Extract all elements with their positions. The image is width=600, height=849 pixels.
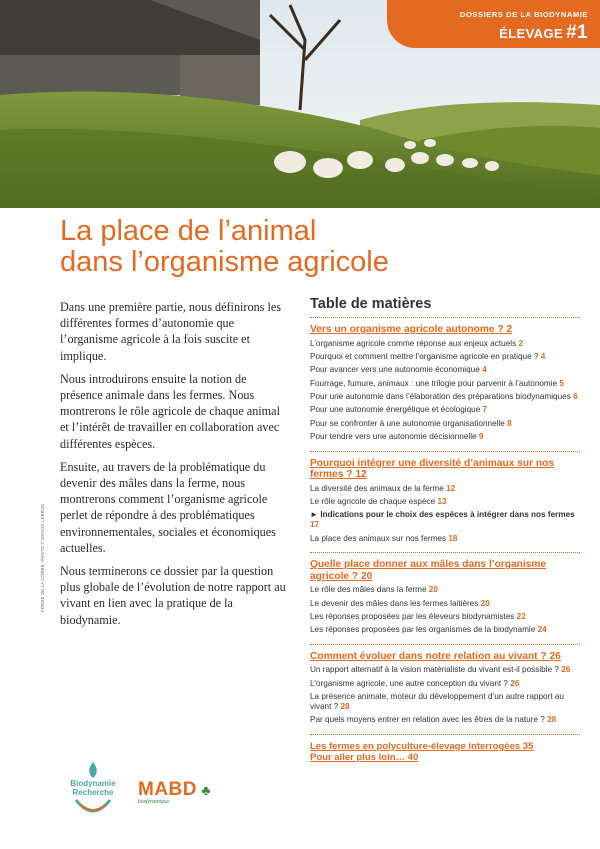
series-theme (387, 22, 588, 44)
toc-item-page: 7 (482, 405, 488, 415)
toc-footer-page: 35 (522, 740, 534, 752)
toc-section-title[interactable] (310, 651, 580, 663)
toc-item-page: 6 (573, 392, 578, 402)
toc-item[interactable] (310, 419, 580, 429)
toc-title: Table de matières (310, 296, 580, 318)
toc-item-page: 20 (428, 585, 438, 595)
toc-item-text: Pourquoi et comment mettre l’organisme agricole en pratique ? (310, 351, 539, 361)
series-theme-label: ÉLEVAGE (499, 26, 564, 41)
toc-section-title-text: Vers un organisme agricole autonome ? (310, 324, 504, 335)
logo-line-2: Recherche (72, 788, 114, 797)
mabd-letters: MABD (138, 779, 197, 800)
toc-item[interactable] (310, 599, 580, 609)
toc-item-text: Pour avancer vers une autonomie économique (310, 365, 480, 375)
toc-item-page: 4 (482, 365, 487, 375)
toc-item-text: Le devenir des mâles dans les fermes laitières (310, 598, 479, 608)
logo-line-1: Biodynamie (70, 779, 116, 788)
toc-item-text: La présence animale, moteur du développement d’un autre rapport au vivant ? (310, 692, 564, 712)
toc-item-text: La diversité des animaux de la ferme (310, 483, 444, 493)
toc-section-title[interactable] (310, 458, 580, 481)
toc-section-page: 2 (506, 324, 513, 335)
toc-item[interactable] (310, 679, 580, 689)
toc-item-text: Le rôle agricole de chaque espèce (310, 497, 436, 507)
toc-section-page: 20 (360, 570, 373, 582)
toc-item-text: Le rôle des mâles dans la ferme (310, 585, 427, 595)
series-label: DOSSIERS DE LA BIODYNAMIE (459, 10, 588, 19)
toc-section (310, 324, 580, 452)
intro-paragraph: Nous introduirons ensuite la notion de présence animale dans les fermes. Nous montrerons le rôle agricole de chaque animal et l’intérêt de travailler en collaboration avec différentes espèces. (60, 371, 280, 451)
toc-item[interactable] (310, 392, 580, 402)
toc-item[interactable] (310, 534, 580, 544)
toc-item-page: 9 (478, 432, 484, 442)
toc-item-page: 24 (537, 625, 547, 635)
toc-item-text: La place des animaux sur nos fermes (310, 533, 447, 543)
toc-footer-page: 40 (407, 752, 419, 764)
table-of-contents (310, 296, 580, 764)
toc-item-page: 2 (518, 338, 524, 348)
mabd-logo (138, 779, 211, 805)
toc-item-text: L’organisme agricole comme réponse aux enjeux actuels (310, 338, 517, 348)
toc-item-text: Les réponses proposées par les éleveurs biodynamistes (310, 611, 515, 621)
toc-item-text: Pour tendre vers une autonomie décisionnelle (310, 432, 477, 442)
toc-item-page: 5 (559, 378, 564, 388)
toc-footer-text: Pour aller plus loin… (310, 752, 406, 764)
toc-item-text: Pour se confronter à une autonomie organisationnelle (310, 418, 505, 428)
toc-item-page: 4 (540, 351, 546, 361)
leaf-icon: ♣ (197, 782, 212, 798)
series-number: #1 (566, 22, 588, 43)
toc-item-page: 18 (448, 533, 458, 543)
toc-item-text: Par quels moyens entrer en relation avec les êtres de la nature ? (310, 715, 545, 725)
toc-item[interactable] (310, 484, 580, 494)
toc-item-text: L’organisme agricole, une autre conception du vivant ? (310, 678, 508, 688)
toc-item[interactable] (310, 715, 580, 725)
toc-item[interactable] (310, 405, 580, 415)
toc-footer-link[interactable] (310, 741, 580, 753)
toc-item-page: 13 (437, 497, 447, 507)
toc-item[interactable] (310, 497, 580, 507)
toc-item-text: Fourrage, fumure, animaux : une trilogie pour parvenir à l’autonomie (310, 378, 558, 388)
toc-item-page: 26 (561, 665, 571, 675)
intro-paragraph: Dans une première partie, nous définirons les différentes formes d’autonomie que l’organisme agricole à la fois suscite et implique. (60, 300, 281, 363)
toc-section (310, 559, 580, 645)
toc-section-title[interactable] (310, 324, 580, 336)
photo-credit: FERME DE LA COMBE, PHOTO © MANON LEBRUN (40, 503, 45, 612)
toc-item-highlight[interactable] (310, 510, 580, 530)
toc-item[interactable] (310, 365, 580, 375)
toc-item-page: 28 (340, 702, 350, 712)
toc-item[interactable] (310, 352, 580, 362)
toc-section (310, 458, 580, 554)
toc-item-page: 26 (510, 678, 520, 688)
toc-section-page: 26 (549, 650, 561, 662)
toc-item[interactable] (310, 379, 580, 389)
toc-item-text: Un rapport alternatif à la vision matérialiste du vivant est-il possible ? (310, 665, 559, 675)
toc-section-title[interactable] (310, 559, 580, 582)
toc-item[interactable] (310, 625, 580, 635)
toc-item-page: 12 (446, 483, 456, 493)
toc-item[interactable] (310, 612, 580, 622)
biodynamie-recherche-logo (58, 754, 128, 824)
page-title-line-2: dans l’organisme agricole (60, 246, 389, 278)
toc-footer-text: Les fermes en polyculture-élevage interrogées (310, 740, 521, 752)
toc-item[interactable] (310, 665, 580, 675)
intro-paragraph: Ensuite, au travers de la problématique du devenir des mâles dans la ferme, nous montrerons comment l’organisme agricole perlet de répondre à des problématiques environnementales, sociales et économiques actuelles. (60, 459, 276, 555)
toc-item-text: ► Indications pour le choix des espèces à intégrer dans nos fermes (310, 510, 575, 520)
toc-item-text: Pour une autonomie énergétique et écologique (310, 405, 481, 415)
toc-section-title-text: Quelle place donner aux mâles dans l’organisme agricole ? (310, 559, 547, 582)
toc-section-page: 12 (355, 469, 367, 481)
toc-item-text: Les réponses proposées par les organismes de la biodynamie (310, 625, 536, 635)
toc-item-page: 17 (310, 520, 320, 530)
toc-item-page: 20 (480, 598, 490, 608)
toc-item-text: Pour une autonomie dans l’élaboration des préparations biodynamiques (310, 392, 571, 402)
toc-section-title-text: Pourquoi intégrer une diversité d’animaux sur nos fermes ? (310, 457, 554, 481)
toc-item[interactable] (310, 432, 580, 442)
toc-section (310, 651, 580, 735)
toc-item[interactable] (310, 692, 580, 712)
toc-item[interactable] (310, 585, 580, 595)
toc-section-title-text: Comment évoluer dans notre relation au vivant ? (310, 650, 547, 662)
toc-item-page: 28 (547, 715, 557, 725)
intro-text (60, 299, 288, 635)
toc-item-page: 8 (507, 418, 512, 428)
intro-paragraph: Nous terminerons ce dossier par la question plus globale de l’évolution de notre rapport au vivant en lien avec la pratique de la biodynamie. (60, 564, 286, 627)
toc-item-page: 22 (516, 611, 526, 621)
toc-footer-link[interactable] (310, 752, 580, 764)
mabd-subtitle: biodynamique (138, 799, 170, 805)
mabd-mark (138, 779, 211, 801)
series-tab (387, 0, 600, 48)
toc-item[interactable] (310, 339, 580, 349)
page-title-line-1: La place de l’animal (60, 215, 317, 247)
page-title (60, 216, 389, 278)
